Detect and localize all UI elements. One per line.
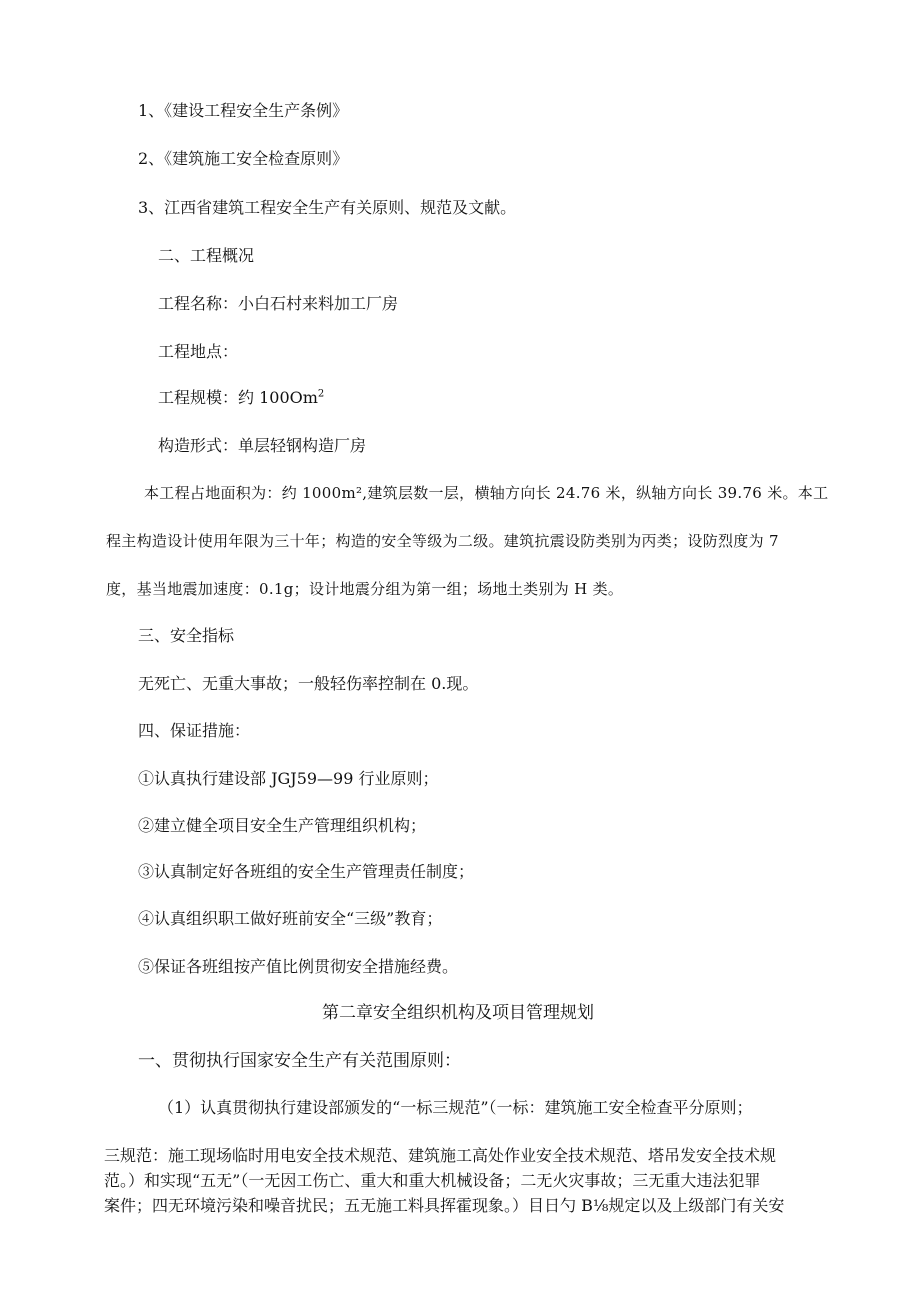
- project-structure: 构造形式：单层轻钢构造厂房: [158, 436, 367, 455]
- project-name: 工程名称：小白石村来料加工厂房: [158, 294, 399, 313]
- overview-paragraph-line-2: 程主构造设计使用年限为三十年；构造的安全等级为二级。建筑抗震设防类别为丙类；设防烈度为 7: [106, 532, 779, 550]
- section-heading-overview: 二、工程概况: [158, 246, 255, 265]
- measure-item-4: ④认真组织职工做好班前安全“三级”教育；: [138, 909, 443, 928]
- reference-item-2: 2、《建筑施工安全检查原则》: [138, 149, 349, 168]
- chapter-paragraph-line-4: 案件；四无环境污染和噪音扰民；五无施工料具挥霍现象。）目日勺 B⅛规定以及上级部门有关安: [104, 1196, 785, 1215]
- reference-item-3: 3、江西省建筑工程安全生产有关原则、规范及文献。: [138, 198, 517, 217]
- chapter-title: 第二章安全组织机构及项目管理规划: [322, 1003, 594, 1023]
- chapter-paragraph-line-1: （1）认真贯彻执行建设部颁发的“一标三规范”（一标：建筑施工安全检查平分原则；: [158, 1098, 753, 1117]
- project-location: 工程地点：: [158, 342, 239, 361]
- project-scale-text: 工程规模：约 100Om: [158, 388, 318, 407]
- section-heading-safety-targets: 三、安全指标: [138, 626, 235, 645]
- project-scale-superscript: 2: [317, 388, 325, 400]
- measure-item-3: ③认真制定好各班组的安全生产管理责任制度；: [138, 862, 475, 881]
- safety-targets-text: 无死亡、无重大事故；一般轻伤率控制在 0.现。: [138, 674, 479, 693]
- overview-paragraph-line-3: 度，基当地震加速度：0.1g；设计地震分组为第一组；场地土类别为 H 类。: [106, 580, 624, 598]
- chapter-paragraph-line-3: 范。）和实现“五无”（一无因工伤亡、重大和重大机械设备；二无火灾事故；三无重大违法犯罪: [104, 1171, 761, 1190]
- chapter-paragraph-line-2: 三规范：施工现场临时用电安全技术规范、建筑施工高处作业安全技术规范、塔吊发安全技术规: [104, 1146, 777, 1165]
- measure-item-1: ①认真执行建设部 JGJ59—99 行业原则；: [138, 769, 439, 788]
- measure-item-2: ②建立健全项目安全生产管理组织机构；: [138, 816, 427, 835]
- reference-item-1: 1、《建设工程安全生产条例》: [138, 101, 349, 120]
- chapter-heading-1: 一、贯彻执行国家安全生产有关范围原则：: [138, 1051, 461, 1071]
- project-scale: [158, 387, 324, 409]
- overview-paragraph-line-1: 本工程占地面积为：约 1000m²,建筑层数一层，横轴方向长 24.76 米，纵轴方向长 39.76 米。本工: [144, 484, 829, 502]
- section-heading-measures: 四、保证措施：: [138, 721, 251, 740]
- measure-item-5: ⑤保证各班组按产值比例贯彻安全措施经费。: [138, 957, 459, 976]
